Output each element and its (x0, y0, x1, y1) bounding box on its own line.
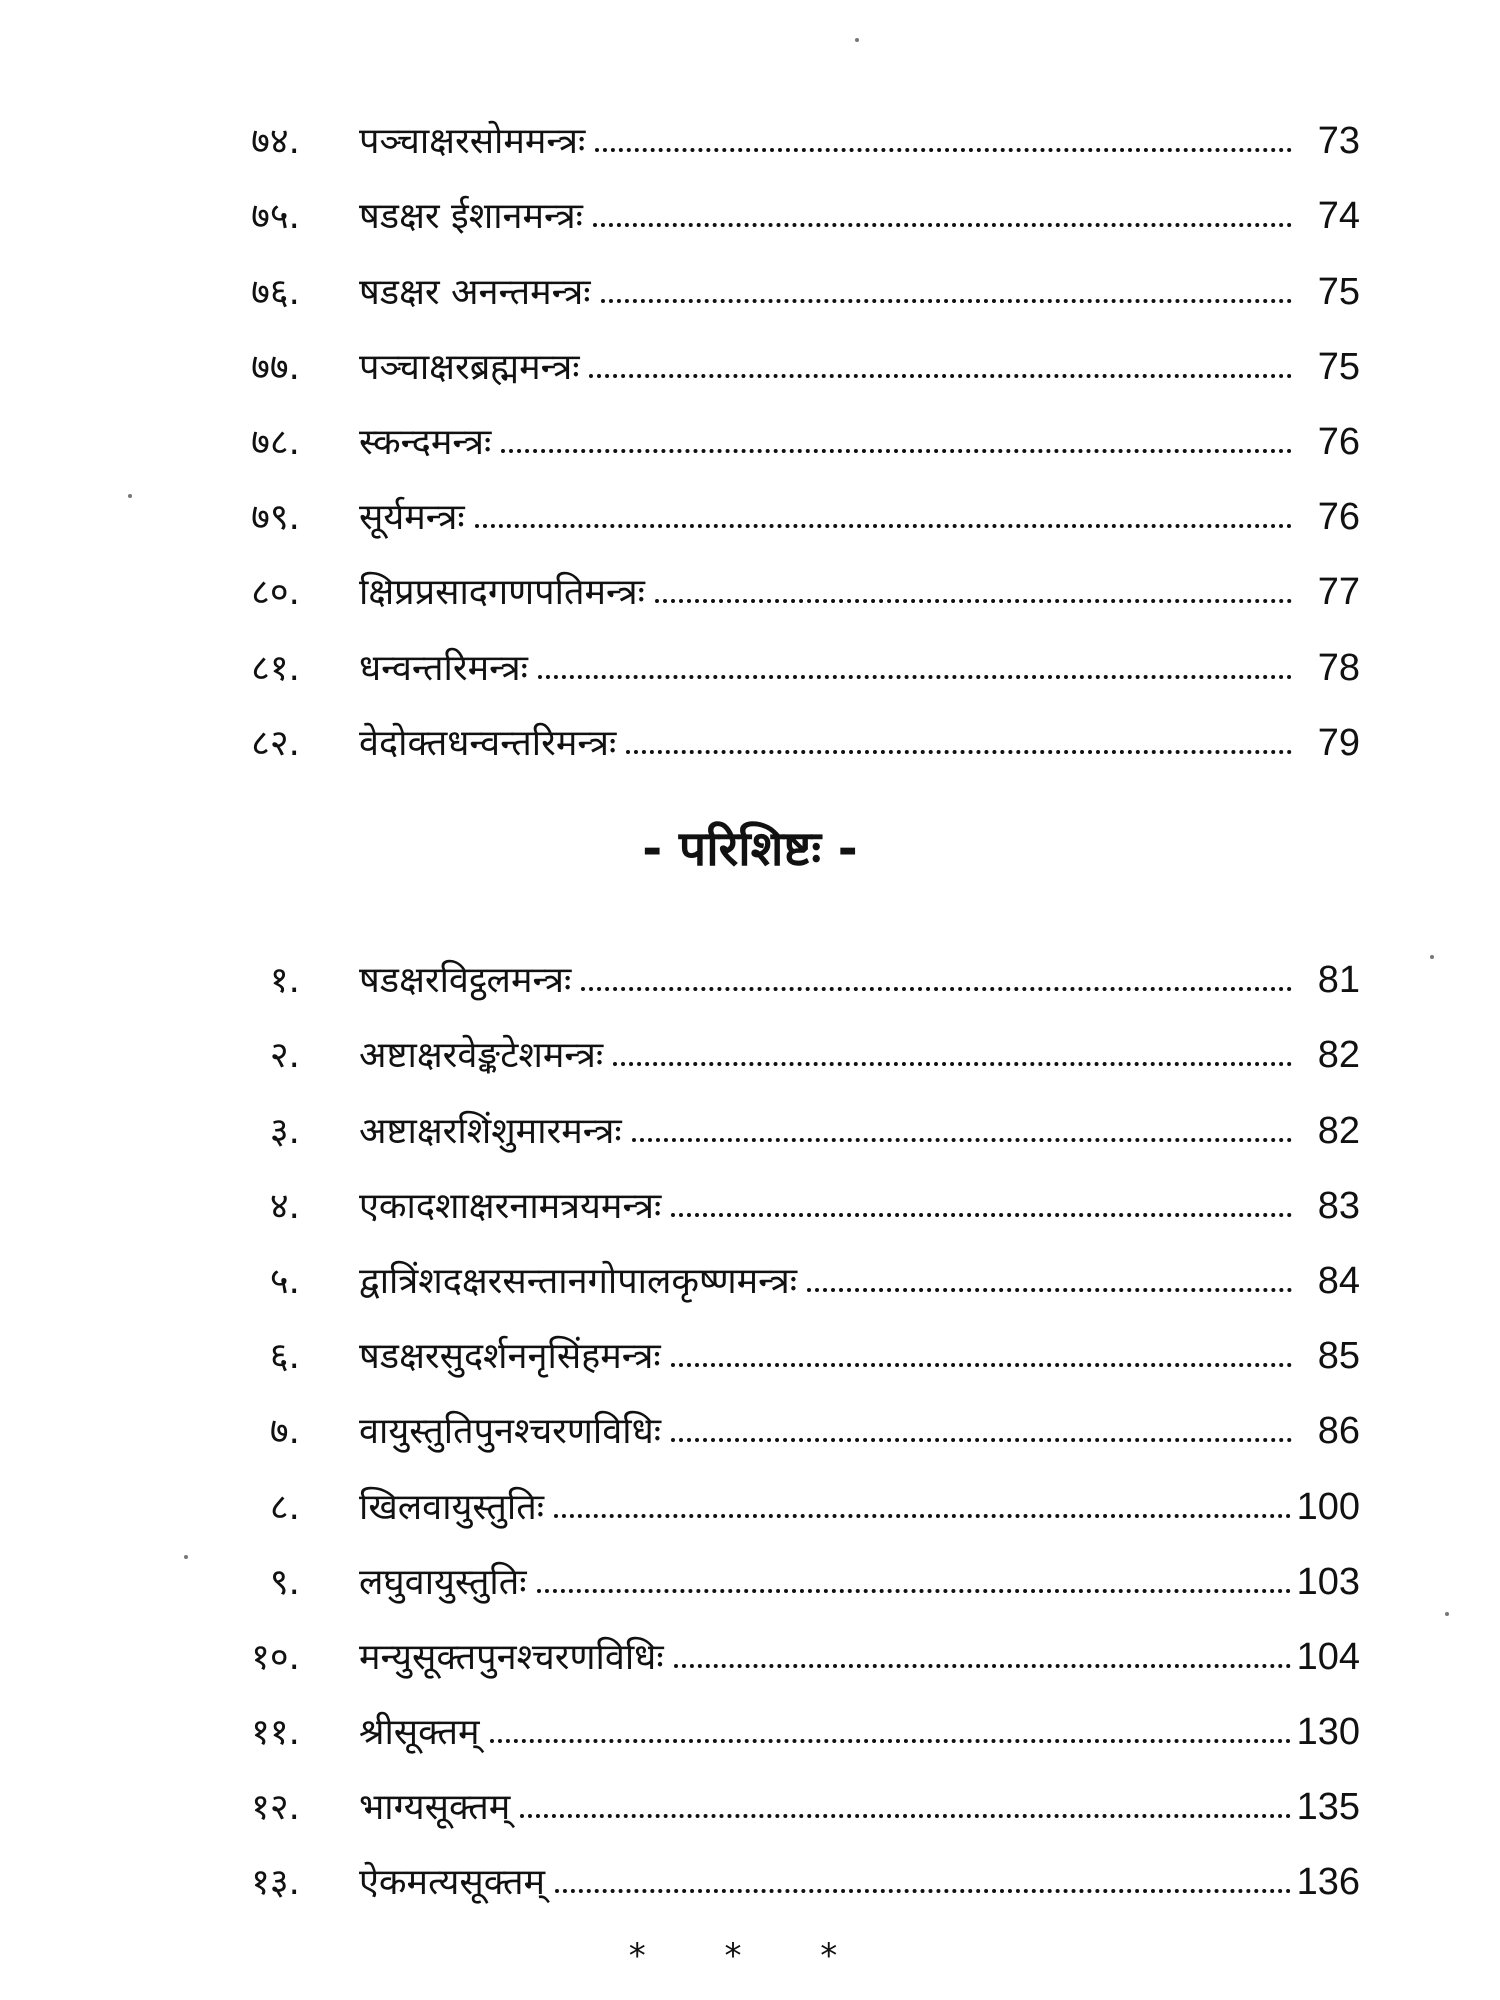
scan-speck (128, 494, 132, 498)
dot-leader (520, 1814, 1290, 1818)
toc-entry[interactable] (215, 160, 1360, 238)
entry-page: 76 (1317, 496, 1360, 539)
toc-entry[interactable] (215, 1826, 1360, 1904)
entry-title: वेदोक्तधन्वन्तरिमन्त्रः (359, 722, 617, 764)
toc-entry[interactable] (215, 1751, 1360, 1829)
toc-entry[interactable] (215, 1225, 1360, 1300)
entry-number: ४. (269, 1185, 300, 1227)
entry-page: 75 (1317, 345, 1360, 388)
dot-leader (671, 1213, 1292, 1217)
entry-number: ७५. (251, 196, 300, 238)
entry-page: 78 (1317, 646, 1360, 689)
entry-title: अष्टाक्षरवेङ्कटेशमन्त्रः (359, 1035, 604, 1077)
entry-number: २. (269, 1035, 300, 1077)
entry-number: ७९. (251, 497, 300, 539)
toc-entry[interactable] (215, 1526, 1360, 1601)
entry-page: 82 (1317, 1034, 1360, 1077)
dot-leader (626, 750, 1292, 754)
entry-page: 79 (1317, 721, 1360, 764)
scan-speck (184, 1555, 188, 1559)
entry-number: ६. (269, 1336, 300, 1378)
entry-page: 76 (1317, 420, 1360, 463)
entry-title: अष्टाक्षरशिंशुमारमन्त्रः (359, 1110, 622, 1152)
entry-page: 136 (1296, 1861, 1360, 1904)
entry-page: 135 (1296, 1786, 1360, 1829)
entry-number: ८१. (251, 647, 300, 689)
entry-page: 103 (1296, 1560, 1360, 1603)
dot-leader (554, 1514, 1291, 1518)
toc-entry[interactable] (215, 1375, 1360, 1453)
toc-entry[interactable] (215, 687, 1360, 762)
entry-title: वायुस्तुतिपुनश्चरणविधिः (359, 1411, 662, 1453)
toc-section-main (215, 85, 1360, 762)
toc-entry[interactable] (215, 924, 1360, 1002)
dot-leader (601, 299, 1292, 303)
dot-leader (655, 599, 1292, 603)
toc-entry[interactable] (215, 1300, 1360, 1378)
entry-page: 104 (1296, 1635, 1360, 1678)
entry-number: ७७. (251, 346, 300, 388)
dot-leader (671, 1438, 1292, 1442)
entry-title: स्कन्दमन्त्रः (359, 421, 492, 463)
scan-speck (1445, 1612, 1449, 1616)
entry-number: १०. (251, 1636, 300, 1678)
entry-title: षडक्षरविट्ठलमन्त्रः (359, 960, 572, 1002)
entry-title: श्रीसूक्तम् (359, 1712, 480, 1754)
dot-leader (593, 223, 1292, 227)
entry-page: 100 (1296, 1485, 1360, 1528)
toc-entry[interactable] (215, 1676, 1360, 1754)
toc-entry[interactable] (215, 1074, 1360, 1152)
entry-number: १. (269, 960, 300, 1002)
entry-title: सूर्यमन्त्रः (359, 497, 465, 539)
dot-leader (613, 1062, 1292, 1066)
toc-entry[interactable] (215, 536, 1360, 614)
entry-title: क्षिप्रप्रसादगणपतिमन्त्रः (359, 572, 645, 614)
entry-number: ३. (269, 1110, 300, 1152)
entry-number: ७८. (251, 421, 300, 463)
entry-page: 86 (1317, 1410, 1360, 1453)
entry-number: ७. (269, 1411, 300, 1453)
toc-entry[interactable] (215, 611, 1360, 689)
scan-speck (1430, 955, 1434, 959)
dot-leader (589, 374, 1292, 378)
entry-page: 85 (1317, 1335, 1360, 1378)
entry-page: 81 (1317, 959, 1360, 1002)
toc-entry[interactable] (215, 85, 1360, 163)
entry-page: 84 (1317, 1259, 1360, 1302)
entry-page: 130 (1296, 1711, 1360, 1754)
dot-leader (490, 1739, 1291, 1743)
entry-number: १३. (251, 1862, 300, 1904)
dot-leader (475, 524, 1292, 528)
entry-number: ५. (269, 1260, 300, 1302)
entry-title: पञ्चाक्षरसोममन्त्रः (359, 121, 586, 163)
entry-number: ८०. (251, 572, 300, 614)
toc-entry[interactable] (215, 1450, 1360, 1528)
dot-leader (501, 449, 1292, 453)
entry-page: 74 (1317, 195, 1360, 238)
dot-leader (555, 1889, 1291, 1893)
dot-leader (581, 987, 1292, 991)
entry-page: 77 (1317, 571, 1360, 614)
dot-leader (671, 1363, 1292, 1367)
entry-page: 83 (1317, 1184, 1360, 1227)
entry-title: षडक्षरसुदर्शननृसिंहमन्त्रः (359, 1336, 661, 1378)
entry-number: ७४. (251, 121, 300, 163)
entry-title: खिलवायुस्तुतिः (359, 1486, 545, 1528)
entry-number: ८२. (251, 722, 300, 764)
scan-speck (855, 38, 859, 42)
appendix-heading: - परिशिष्टः - (642, 821, 858, 877)
entry-page: 73 (1317, 120, 1360, 163)
dot-leader (807, 1288, 1292, 1292)
entry-page: 82 (1317, 1109, 1360, 1152)
entry-number: ८. (269, 1486, 300, 1528)
dot-leader (632, 1138, 1292, 1142)
entry-title: पञ्चाक्षरब्रह्ममन्त्रः (359, 346, 580, 388)
toc-entry[interactable] (215, 1601, 1360, 1676)
entry-page: 75 (1317, 270, 1360, 313)
entry-title: षडक्षर अनन्तमन्त्रः (359, 271, 591, 313)
toc-section-appendix (215, 924, 1360, 1904)
dot-leader (674, 1664, 1291, 1668)
toc-entry[interactable] (215, 999, 1360, 1077)
entry-title: षडक्षर ईशानमन्त्रः (359, 196, 583, 238)
entry-number: ९. (269, 1561, 300, 1603)
entry-title: ऐकमत्यसूक्तम् (359, 1862, 546, 1904)
toc-entry[interactable] (215, 235, 1360, 313)
toc-entry[interactable] (215, 311, 1360, 386)
end-ornament: * * * (628, 1936, 872, 1976)
entry-title: मन्युसूक्तपुनश्चरणविधिः (359, 1636, 664, 1678)
entry-title: भाग्यसूक्तम् (359, 1787, 511, 1829)
entry-number: ७६. (251, 271, 300, 313)
entry-title: धन्वन्तरिमन्त्रः (359, 647, 528, 689)
entry-number: ११. (251, 1712, 300, 1754)
toc-entry[interactable] (215, 386, 1360, 461)
entry-title: लघुवायुस्तुतिः (359, 1561, 527, 1603)
entry-title: एकादशाक्षरनामत्रयमन्त्रः (359, 1185, 662, 1227)
entry-title: द्वात्रिंशदक्षरसन्तानगोपालकृष्णमन्त्रः (359, 1260, 798, 1302)
dot-leader (538, 675, 1292, 679)
dot-leader (537, 1589, 1291, 1593)
entry-number: १२. (251, 1787, 300, 1829)
toc-entry[interactable] (215, 461, 1360, 539)
dot-leader (595, 148, 1292, 152)
toc-entry[interactable] (215, 1150, 1360, 1225)
